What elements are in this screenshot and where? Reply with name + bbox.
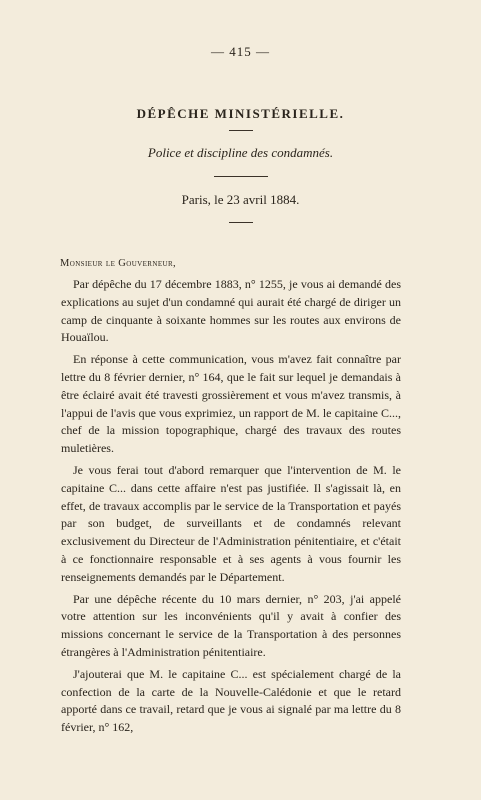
title-divider xyxy=(229,130,253,131)
paragraph: Par une dépêche récente du 10 mars dernier, n° 203, j'ai appelé votre attention sur les inconvénients qu'il y avait à confier des missions concernant le service de la Transportation à des personnes étrangères à l'Administration pénitentiaire. xyxy=(61,591,401,659)
subtitle-divider xyxy=(214,176,268,177)
letter-body xyxy=(61,276,401,741)
date-line: Paris, le 23 avril 1884. xyxy=(181,192,300,207)
paragraph: Par dépêche du 17 décembre 1883, n° 1255, je vous ai demandé des explications au sujet d'un condamné qui aurait été chargé de diriger un camp de cinquante à soixante hommes sur les routes aux environs de Houaïlou. xyxy=(61,277,401,345)
document-title: DÉPÊCHE MINISTÉRIELLE. xyxy=(136,106,345,121)
paragraph: J'ajouterai que M. le capitaine C... est spécialement chargé de la confection de la carte de la Nouvelle-Calédonie et que le retard apporté dans ce travail, retard que je vous ai signalé par ma lettre du 8 février, n° 162, xyxy=(61,666,401,735)
page-number: — 415 — xyxy=(211,44,270,59)
paragraph: En réponse à cette communication, vous m'avez fait connaître par lettre du 8 février dernier, n° 164, que le fait sur lequel je demandais à être éclairé avait été travesti grossièrement et vous m'avez transmis, à l'appui de l'avis que vous exprimiez, un rapport de M. le capitaine C..., chef de la mission topographique, chargé des travaux des routes muletières. xyxy=(61,352,401,456)
salutation: Monsieur le Gouverneur, xyxy=(60,258,177,269)
paragraph: Je vous ferai tout d'abord remarquer que l'intervention de M. le capitaine C... dans cette affaire n'est pas justifiée. Il s'agissait là, en effet, de travaux accomplis par le service de la Transportation et payés par son budget, de surveillants et de condamnés relevant exclusivement du Directeur de l'Administration pénitentiaire, et c'était à ce fonctionnaire responsable et à ses agents à vous fournir les renseignements demandés par le Département. xyxy=(61,462,401,584)
date-divider xyxy=(229,222,253,223)
document-subtitle: Police et discipline des condamnés. xyxy=(147,145,334,160)
